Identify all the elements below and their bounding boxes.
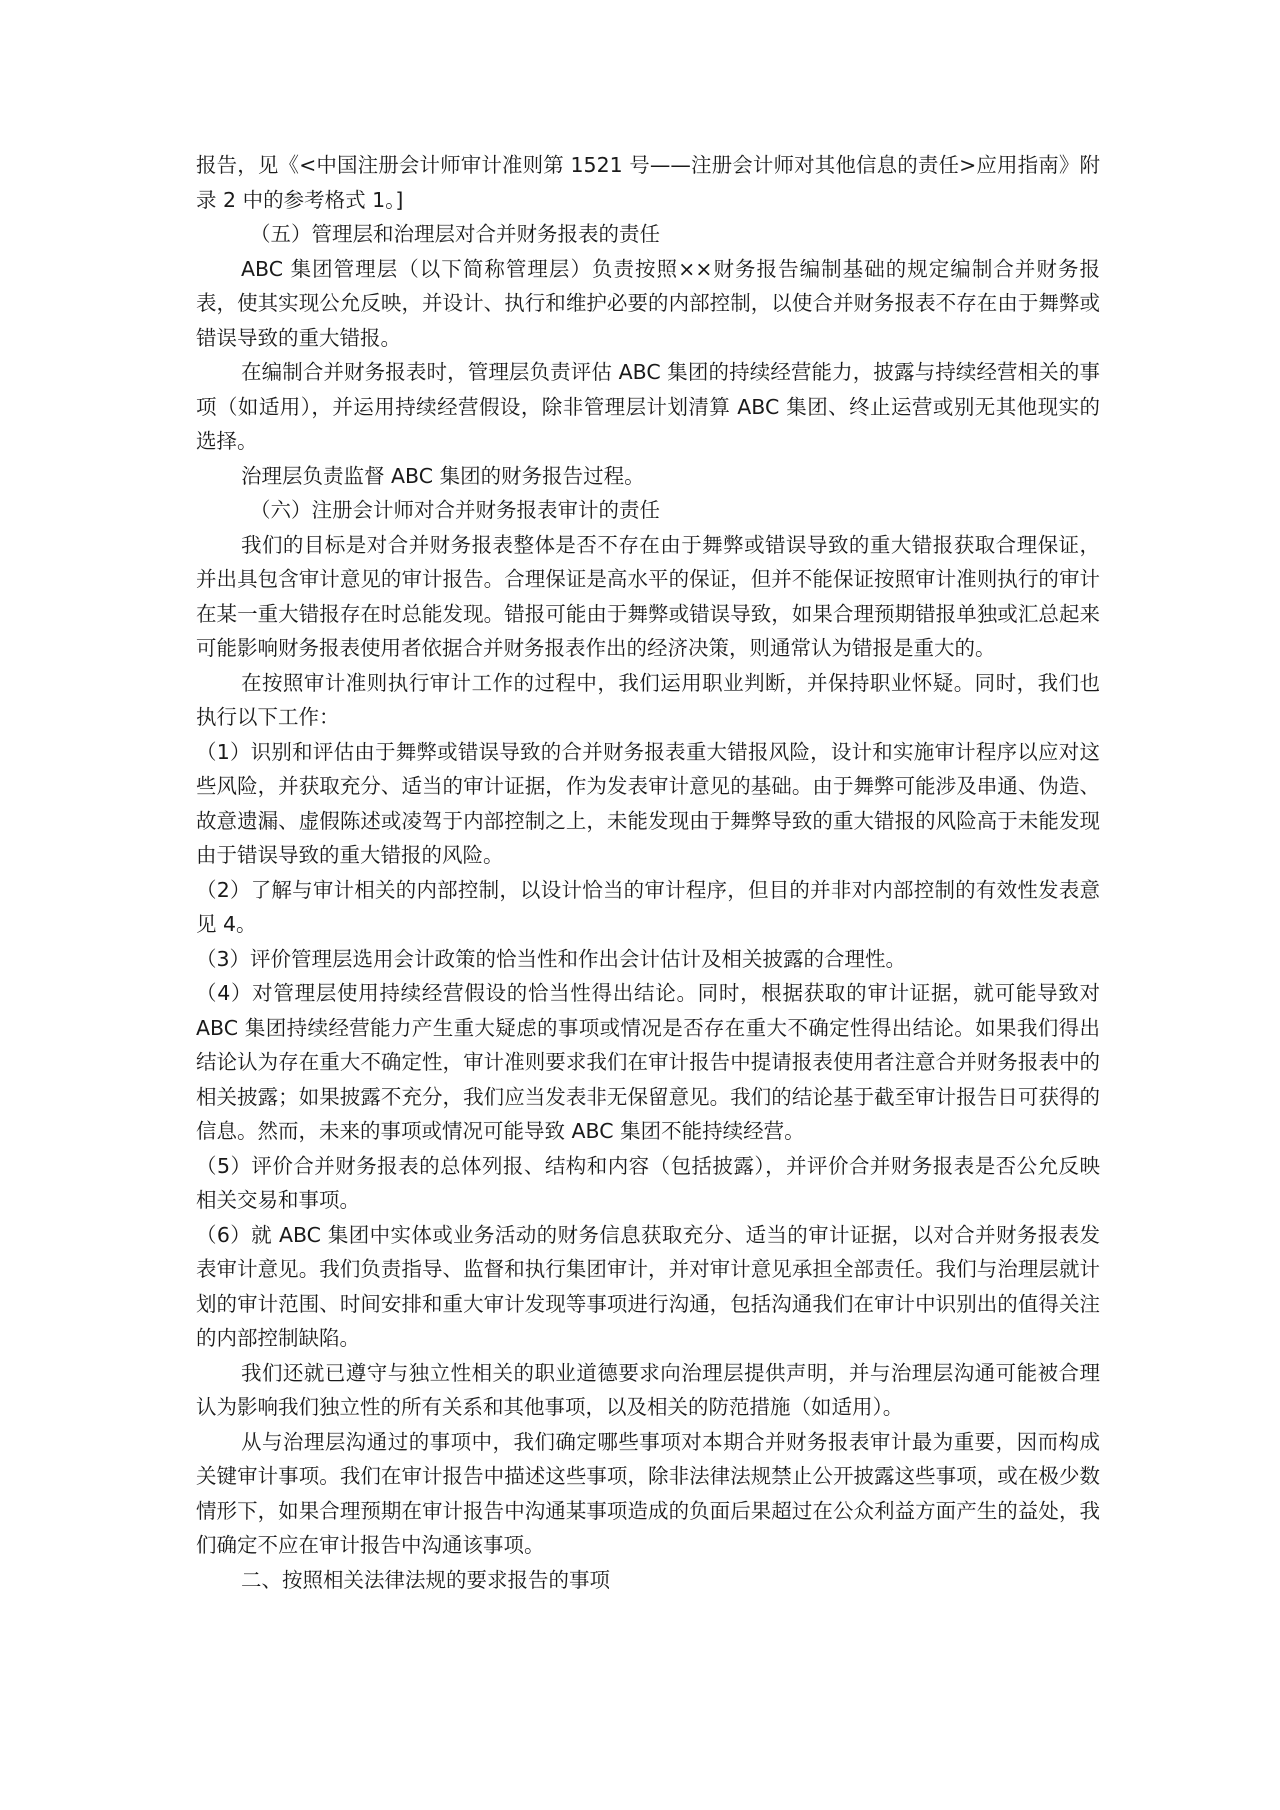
list-item-6: （6）就 ABC 集团中实体或业务活动的财务信息获取充分、适当的审计证据，以对合并财务报表发表审计意见。我们负责指导、监督和执行集团审计，并对审计意见承担全部责任。我们与治理层就计划的审计范围、时间安排和重大审计发现等事项进行沟通，包括沟通我们在审计中识别出的值得关注的内部控制缺陷。	[196, 1222, 1100, 1350]
paragraph-governance-oversight: 治理层负责监督 ABC 集团的财务报告过程。	[241, 463, 645, 488]
paragraph-independence-statement: 我们还就已遵守与独立性相关的职业道德要求向治理层提供声明，并与治理层沟通可能被合理认为影响我们独立性的所有关系和其他事项，以及相关的防范措施（如适用）。	[196, 1360, 1100, 1419]
list-item-5: （5）评价合并财务报表的总体列报、结构和内容（包括披露），并评价合并财务报表是否公允反映相关交易和事项。	[196, 1153, 1100, 1212]
heading-auditor-responsibility: （六）注册会计师对合并财务报表审计的责任	[250, 498, 660, 522]
paragraph-going-concern-assessment: 在编制合并财务报表时，管理层负责评估 ABC 集团的持续经营能力，披露与持续经营相关的事项（如适用），并运用持续经营假设，除非管理层计划清算 ABC 集团、终止运营或别无其他现实的选择。	[196, 360, 1100, 453]
list-item-3: （3）评价管理层选用会计政策的恰当性和作出会计估计及相关披露的合理性。	[196, 946, 907, 971]
paragraph-key-audit-matters: 从与治理层沟通过的事项中，我们确定哪些事项对本期合并财务报表审计最为重要，因而构成关键审计事项。我们在审计报告中描述这些事项，除非法律法规禁止公开披露这些事项，或在极少数情形下，如果合理预期在审计报告中沟通某事项造成的负面后果超过在公众利益方面产生的益处，我们确定不应在审计报告中沟通该事项。	[196, 1429, 1100, 1557]
paragraph-professional-judgment: 在按照审计准则执行审计工作的过程中，我们运用职业判断，并保持职业怀疑。同时，我们也执行以下工作：	[196, 670, 1100, 729]
list-item-1: （1）识别和评估由于舞弊或错误导致的合并财务报表重大错报风险，设计和实施审计程序以应对这些风险，并获取充分、适当的审计证据，作为发表审计意见的基础。由于舞弊可能涉及串通、伪造、故意遗漏、虚假陈述或凌驾于内部控制之上，未能发现由于舞弊导致的重大错报的风险高于未能发现由于错误导致的重大错报的风险。	[196, 739, 1100, 867]
paragraph-continued-reference: 报告，见《<中国注册会计师审计准则第 1521 号——注册会计师对其他信息的责任>应用指南》附录 2 中的参考格式 1。]	[196, 153, 1100, 212]
list-item-4: （4）对管理层使用持续经营假设的恰当性得出结论。同时，根据获取的审计证据，就可能导致对 ABC 集团持续经营能力产生重大疑虑的事项或情况是否存在重大不确定性得出结论。如果我们得出结论认为存在重大不确定性，审计准则要求我们在审计报告中提请报表使用者注意合并财务报表中的相关披露；如果披露不充分，我们应当发表非无保留意见。我们的结论基于截至审计报告日可获得的信息。然而，未来的事项或情况可能导致 ABC 集团不能持续经营。	[196, 981, 1100, 1143]
paragraph-audit-objective: 我们的目标是对合并财务报表整体是否不存在由于舞弊或错误导致的重大错报获取合理保证，并出具包含审计意见的审计报告。合理保证是高水平的保证，但并不能保证按照审计准则执行的审计在某一重大错报存在时总能发现。错报可能由于舞弊或错误导致，如果合理预期错报单独或汇总起来可能影响财务报表使用者依据合并财务报表作出的经济决策，则通常认为错报是重大的。	[196, 532, 1100, 660]
paragraph-management-duty: ABC 集团管理层（以下简称管理层）负责按照××财务报告编制基础的规定编制合并财务报表，使其实现公允反映，并设计、执行和维护必要的内部控制，以使合并财务报表不存在由于舞弊或错误导致的重大错报。	[196, 256, 1100, 350]
heading-legal-requirements: 二、按照相关法律法规的要求报告的事项	[241, 1567, 610, 1592]
document-page	[196, 148, 1100, 1597]
heading-management-responsibility: （五）管理层和治理层对合并财务报表的责任	[250, 222, 660, 246]
list-item-2: （2）了解与审计相关的内部控制，以设计恰当的审计程序，但目的并非对内部控制的有效性发表意见 4。	[196, 877, 1100, 936]
